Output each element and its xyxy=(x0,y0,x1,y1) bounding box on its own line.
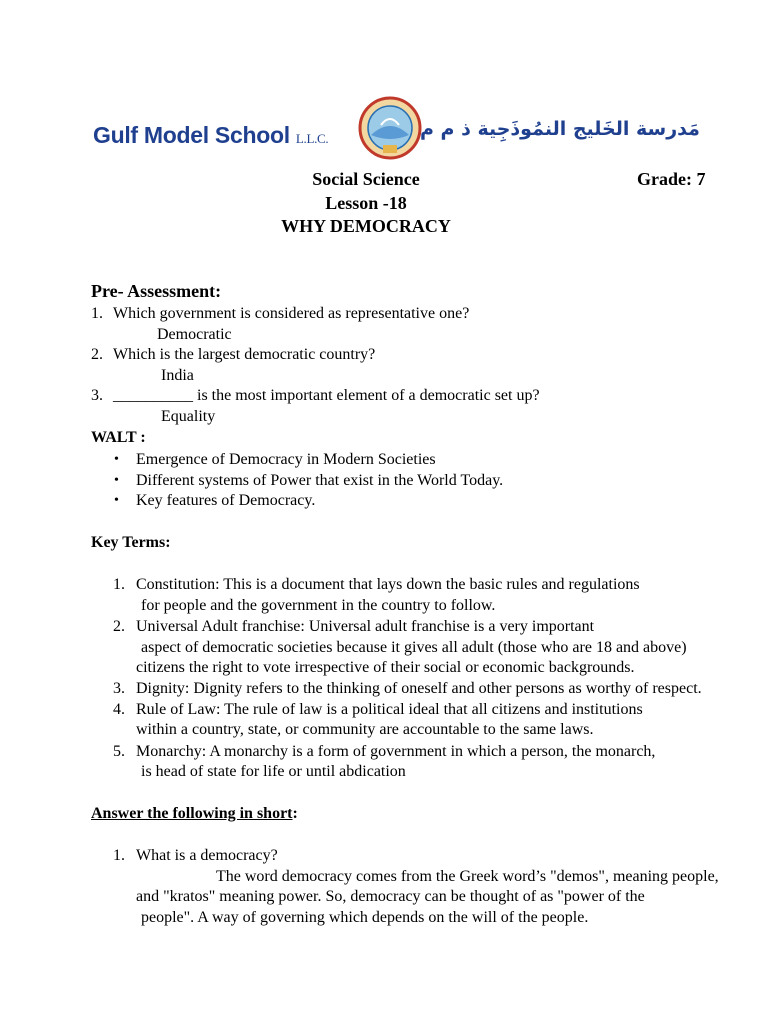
question-answer: India xyxy=(161,367,194,384)
term-line: is head of state for life or until abdication xyxy=(141,763,406,780)
pre-assessment-heading: Pre- Assessment: xyxy=(91,281,222,301)
school-name-english: Gulf Model School L.L.C. xyxy=(93,122,329,148)
lesson-topic: WHY DEMOCRACY xyxy=(281,216,451,236)
term-line: aspect of democratic societies because it gives all adult (those who are 18 and above) xyxy=(141,639,687,656)
term-line: within a country, state, or community are accountable to the same laws. xyxy=(136,721,594,738)
answer-question: What is a democracy? xyxy=(136,847,278,864)
term-line: Monarchy: A monarchy is a form of government in which a person, the monarch, xyxy=(136,743,656,760)
answer-question-number: 1. xyxy=(113,847,125,864)
term-number: 4. xyxy=(113,701,125,718)
term-number: 3. xyxy=(113,680,125,697)
answer-line: people". A way of governing which depends on the will of the people. xyxy=(141,909,589,926)
question-number: 1. xyxy=(91,305,103,322)
short-answer-heading: Answer the following in short: xyxy=(91,805,298,822)
walt-item: • Key features of Democracy. xyxy=(136,492,315,510)
question-text: Which government is considered as representative one? xyxy=(113,305,470,322)
term-number: 2. xyxy=(113,618,125,635)
grade-label: Grade: 7 xyxy=(637,169,706,189)
walt-item: • Emergence of Democracy in Modern Societies xyxy=(136,451,436,469)
question-number: 3. xyxy=(91,387,103,404)
lesson-number: Lesson -18 xyxy=(325,193,407,213)
term-line: Rule of Law: The rule of law is a political ideal that all citizens and institutions xyxy=(136,701,643,718)
term-line: Universal Adult franchise: Universal adult franchise is a very important xyxy=(136,618,595,635)
answer-line: and "kratos" meaning power. So, democracy can be thought of as "power of the xyxy=(136,888,645,905)
term-number: 1. xyxy=(113,576,125,593)
term-line: citizens the right to vote irrespective of their social or economic backgrounds. xyxy=(136,659,635,676)
answer-line: The word democracy comes from the Greek word’s "demos", meaning people, xyxy=(216,868,719,885)
term-line: Dignity: Dignity refers to the thinking of oneself and other persons as worthy of respect. xyxy=(136,680,702,697)
walt-item: • Different systems of Power that exist in the World Today. xyxy=(136,472,503,490)
question-text: Which is the largest democratic country? xyxy=(113,346,376,363)
term-line: for people and the government in the country to follow. xyxy=(141,597,496,614)
term-number: 5. xyxy=(113,743,125,760)
walt-heading: WALT : xyxy=(91,429,146,446)
term-line: Constitution: This is a document that lays down the basic rules and regulations xyxy=(136,576,640,593)
question-text: __________ is the most important element of a democratic set up? xyxy=(113,387,540,404)
llc-suffix: L.L.C. xyxy=(295,131,329,146)
key-terms-heading: Key Terms: xyxy=(91,534,171,551)
question-answer: Equality xyxy=(161,408,216,425)
subject-title: Social Science xyxy=(312,169,420,189)
question-answer: Democratic xyxy=(157,326,232,343)
school-name-arabic: مَدرسة الخَليج النمُوذَجِية ذ م م xyxy=(420,118,700,140)
school-crest-icon xyxy=(357,95,423,161)
question-number: 2. xyxy=(91,346,103,363)
